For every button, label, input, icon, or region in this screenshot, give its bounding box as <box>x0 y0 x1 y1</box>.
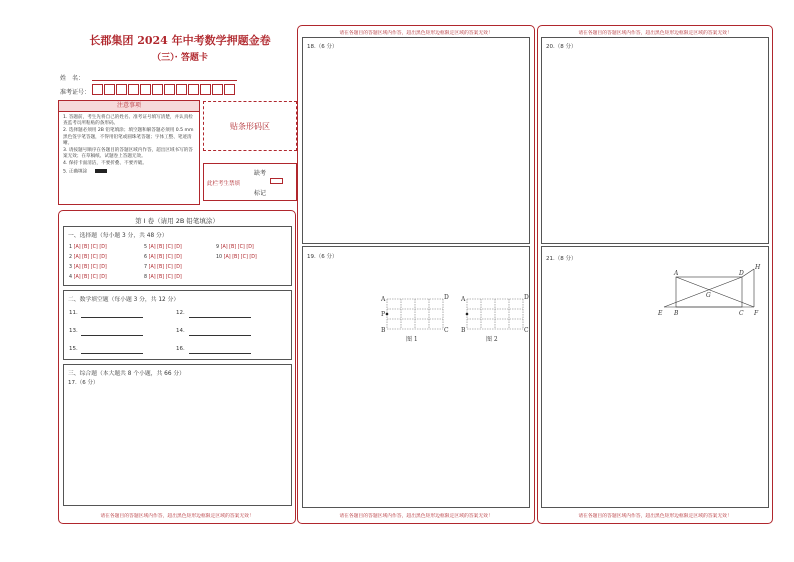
name-label: 姓 名： <box>60 75 85 82</box>
mc-question[interactable]: 9 [A] [B] [C] [D] <box>216 245 254 250</box>
label-b: B <box>381 327 386 334</box>
mc-question[interactable]: 10 [A] [B] [C] [D] <box>216 255 257 260</box>
label-d: D <box>739 270 744 277</box>
mc-question[interactable]: 7 [A] [B] [C] [D] <box>144 265 182 270</box>
warning-text: 请在各题目的答题区域内作答，超出黑色矩形边框限定区域的答案无效！ <box>339 31 493 36</box>
section1-title: 一、选择题（每小题 3 分，共 48 分） <box>68 233 168 239</box>
q18-label: 18.（6 分） <box>307 44 338 50</box>
fill-number: 14. <box>176 328 185 334</box>
mc-question[interactable]: 5 [A] [B] [C] [D] <box>144 245 182 250</box>
fill-number: 16. <box>176 346 185 352</box>
fill-blank[interactable] <box>81 353 143 354</box>
notes-title: 注意事项 <box>59 101 199 112</box>
fill-number: 12. <box>176 310 185 316</box>
mc-question[interactable]: 4 [A] [B] [C] [D] <box>69 275 107 280</box>
warning-text: 请在各题目的答题区域内作答，超出黑色矩形边框限定区域的答案无效！ <box>100 514 254 519</box>
barcode-label: 贴条形码区 <box>230 121 270 131</box>
comprehensive-section[interactable] <box>63 364 292 506</box>
q19-figures <box>373 291 533 346</box>
fill-section <box>63 290 292 360</box>
label-f: F <box>754 310 759 317</box>
label-a: A <box>381 296 386 303</box>
label-d: D <box>444 294 449 301</box>
mc-question[interactable]: 3 [A] [B] [C] [D] <box>69 265 107 270</box>
note-item: 1. 答题前，考生先将自己的姓名、准考证号填写清楚，并认真检查监考员所粘贴的条形码。 <box>63 115 193 127</box>
note-item-fill-example: 5. 正确填涂 <box>63 169 195 176</box>
label-h: H <box>755 264 761 271</box>
mc-section <box>63 226 292 286</box>
note-item: 2. 选择题必须用 2B 铅笔填涂；填空题和解答题必须用 0.5 mm 黑色签字笔答题，不得用铅笔或圆珠笔答题；字体工整、笔迹清晰。 <box>63 128 194 146</box>
figure1-grid <box>387 299 443 329</box>
q21-label: 21.（8 分） <box>546 256 577 262</box>
filled-mark-sample <box>95 169 107 173</box>
label-p: P <box>381 311 386 318</box>
label-c: C <box>524 327 529 334</box>
mc-question[interactable]: 2 [A] [B] [C] [D] <box>69 255 107 260</box>
barcode-area <box>203 101 297 151</box>
label-c: C <box>739 310 744 317</box>
label-g: G <box>706 292 711 299</box>
fill-number: 11. <box>69 310 78 316</box>
figure2-caption: 图 2 <box>486 336 498 343</box>
q18-area[interactable] <box>302 37 530 244</box>
label-a: A <box>674 270 679 277</box>
q17-label: 17.（6 分） <box>68 380 99 386</box>
absent-mark-bottom: 标记 <box>254 190 267 197</box>
point-p-marker <box>386 313 389 316</box>
q19-area[interactable] <box>302 246 530 508</box>
note-item: 4. 保持卡面清洁，不要折叠、不要弄破。 <box>63 161 147 167</box>
label-c: C <box>444 327 449 334</box>
absent-checkbox[interactable] <box>270 178 283 184</box>
section2-title: 二、数学填空题（每小题 3 分，共 12 分） <box>68 297 180 303</box>
fill-blank[interactable] <box>81 335 143 336</box>
part1-title: 第 I 卷（请用 2B 铅笔填涂） <box>135 217 219 225</box>
warning-text: 请在各题目的答题区域内作答，超出黑色矩形边框限定区域的答案无效！ <box>339 514 493 519</box>
mc-question[interactable]: 8 [A] [B] [C] [D] <box>144 275 182 280</box>
notes-box <box>58 100 200 205</box>
absent-box <box>203 163 297 201</box>
absent-mark-top: 缺考 <box>254 170 267 177</box>
q21-figure <box>654 263 768 321</box>
q20-label: 20.（8 分） <box>546 44 577 50</box>
id-label: 准考证号： <box>60 89 91 96</box>
warning-text: 请在各题目的答题区域内作答，超出黑色矩形边框限定区域的答案无效！ <box>578 31 732 36</box>
fill-number: 13. <box>69 328 78 334</box>
mc-question[interactable]: 1 [A] [B] [C] [D] <box>69 245 107 250</box>
q19-label: 19.（6 分） <box>307 254 338 260</box>
label-b: B <box>461 327 466 334</box>
mc-question[interactable]: 6 [A] [B] [C] [D] <box>144 255 182 260</box>
label-e: E <box>658 310 663 317</box>
q21-area[interactable] <box>541 246 769 508</box>
fill-blank[interactable] <box>81 317 143 318</box>
figure2-grid <box>467 299 523 329</box>
fill-blank[interactable] <box>189 335 251 336</box>
fill-number: 15. <box>69 346 78 352</box>
label-d: D <box>524 294 529 301</box>
q20-area[interactable] <box>541 37 769 244</box>
id-boxes[interactable] <box>92 84 236 95</box>
fill-blank[interactable] <box>189 317 251 318</box>
name-field[interactable] <box>92 80 237 81</box>
figure1-caption: 图 1 <box>406 336 418 343</box>
page-subtitle: （三）· 答题卡 <box>152 53 208 63</box>
absent-note: 此栏考生禁填 <box>207 181 241 187</box>
label-b: B <box>674 310 679 317</box>
point-p-marker <box>466 313 469 316</box>
section3-title: 三、综合题（本大题共 8 个小题，共 66 分） <box>68 371 185 377</box>
label-a: A <box>461 296 466 303</box>
note-item: 3. 请按题号顺序在各题目的答题区域内作答，超出区域书写的答案无效；在草稿纸、试题卷上答题无效。 <box>63 148 193 160</box>
page-title: 长郡集团 2024 年中考数学押题金卷 <box>89 34 271 47</box>
fill-blank[interactable] <box>189 353 251 354</box>
warning-text: 请在各题目的答题区域内作答，超出黑色矩形边框限定区域的答案无效！ <box>578 514 732 519</box>
